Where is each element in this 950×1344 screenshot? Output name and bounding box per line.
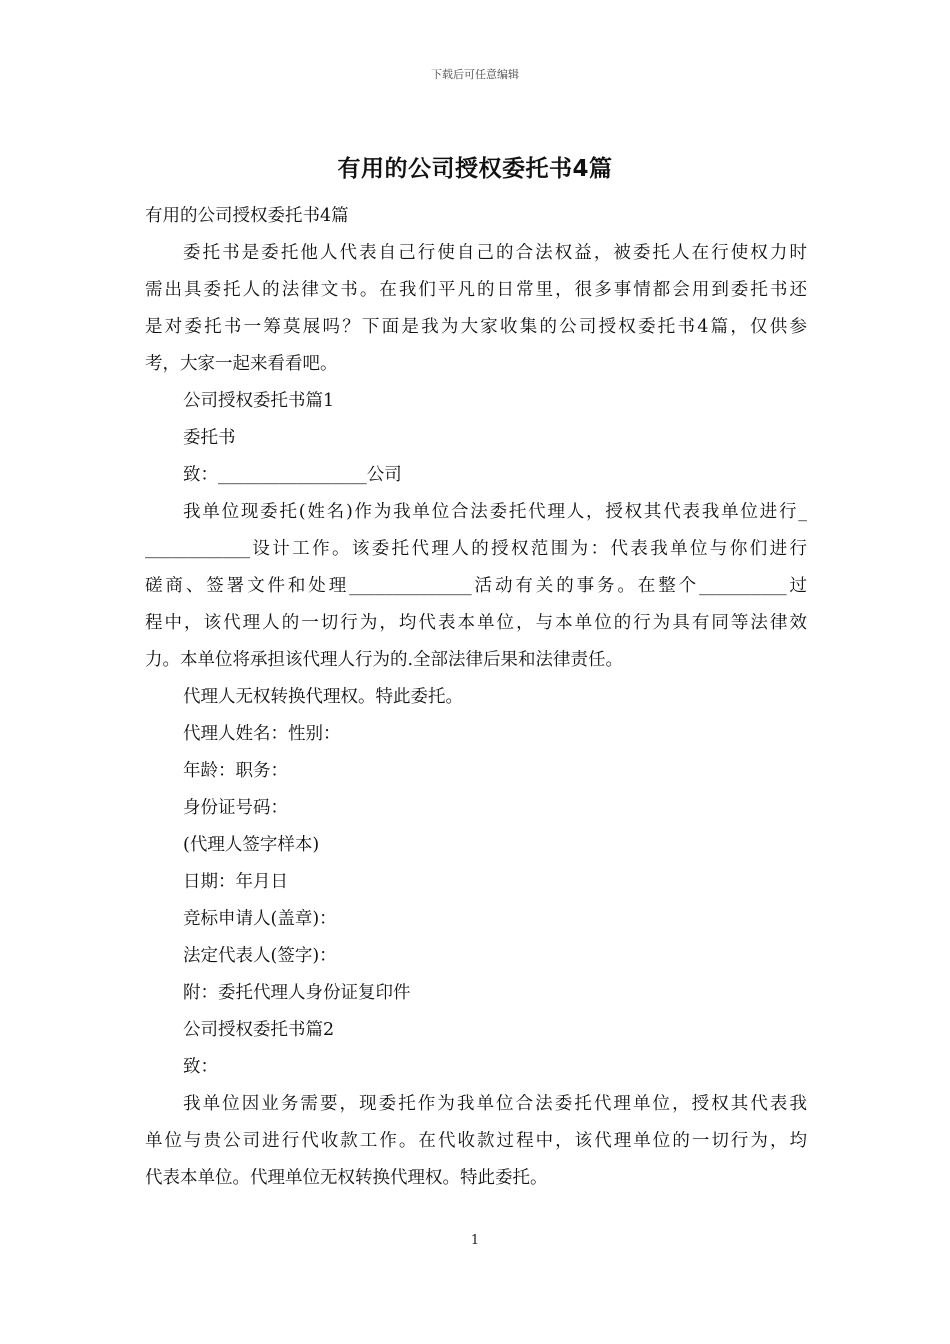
form-field-line: 年龄：职务： bbox=[183, 761, 288, 781]
form-field-line: 法定代表人(签字)： bbox=[183, 946, 337, 966]
form-field-line: 身份证号码： bbox=[183, 798, 288, 818]
paragraph-line: 是对委托书一筹莫展吗？下面是我为大家收集的公司授权委托书4篇，仅供参 bbox=[145, 317, 807, 337]
paragraph-line: 我单位现委托(姓名)作为我单位合法委托代理人，授权其代表我单位进行_ bbox=[183, 502, 807, 522]
paragraph-line: 我单位因业务需要，现委托作为我单位合法委托代理单位，授权其代表我 bbox=[183, 1094, 807, 1114]
addressee-line: 致：_________________公司 bbox=[183, 465, 402, 485]
paragraph-line: 程中，该代理人的一切行为，均代表本单位，与本单位的行为具有同等法律效 bbox=[145, 613, 807, 633]
page-number: 1 bbox=[470, 1233, 480, 1248]
form-field-line: 代理人姓名：性别： bbox=[183, 724, 341, 744]
section-heading: 公司授权委托书篇1 bbox=[183, 391, 335, 411]
paragraph-line: 力。本单位将承担该代理人行为的.全部法律后果和法律责任。 bbox=[145, 650, 624, 670]
paragraph-line: 单位与贵公司进行代收款工作。在代收款过程中，该代理单位的一切行为，均 bbox=[145, 1131, 807, 1151]
paragraph-line: 考，大家一起来看看吧。 bbox=[145, 354, 338, 374]
document-title: 有用的公司授权委托书4篇 bbox=[337, 156, 613, 182]
subtitle-line: 有用的公司授权委托书4篇 bbox=[145, 206, 349, 226]
paragraph-line: 需出具委托人的法律文书。在我们平凡的日常里，很多事情都会用到委托书还 bbox=[145, 280, 807, 300]
section-heading: 公司授权委托书篇2 bbox=[183, 1020, 335, 1040]
paragraph-line: ____________设计工作。该委托代理人的授权范围为：代表我单位与你们进行 bbox=[145, 539, 807, 559]
paragraph-line: 代理人无权转换代理权。特此委托。 bbox=[183, 687, 463, 707]
paragraph-line: 委托书 bbox=[183, 428, 236, 448]
document-body bbox=[145, 198, 807, 1197]
paragraph-line: 磋商、签署文件和处理______________活动有关的事务。在整个__________过 bbox=[145, 576, 807, 596]
addressee-line: 致： bbox=[183, 1057, 218, 1077]
page-header: 下载后可任意编辑 bbox=[431, 68, 519, 81]
paragraph-line: 代表本单位。代理单位无权转换代理权。特此委托。 bbox=[145, 1168, 548, 1188]
form-field-line: 日期：年月日 bbox=[183, 872, 288, 892]
form-field-line: 竞标申请人(盖章)： bbox=[183, 909, 337, 929]
form-field-line: 附：委托代理人身份证复印件 bbox=[183, 983, 411, 1003]
paragraph-line: 委托书是委托他人代表自己行使自己的合法权益，被委托人在行使权力时 bbox=[183, 243, 807, 263]
form-field-line: (代理人签字样本) bbox=[183, 835, 320, 855]
